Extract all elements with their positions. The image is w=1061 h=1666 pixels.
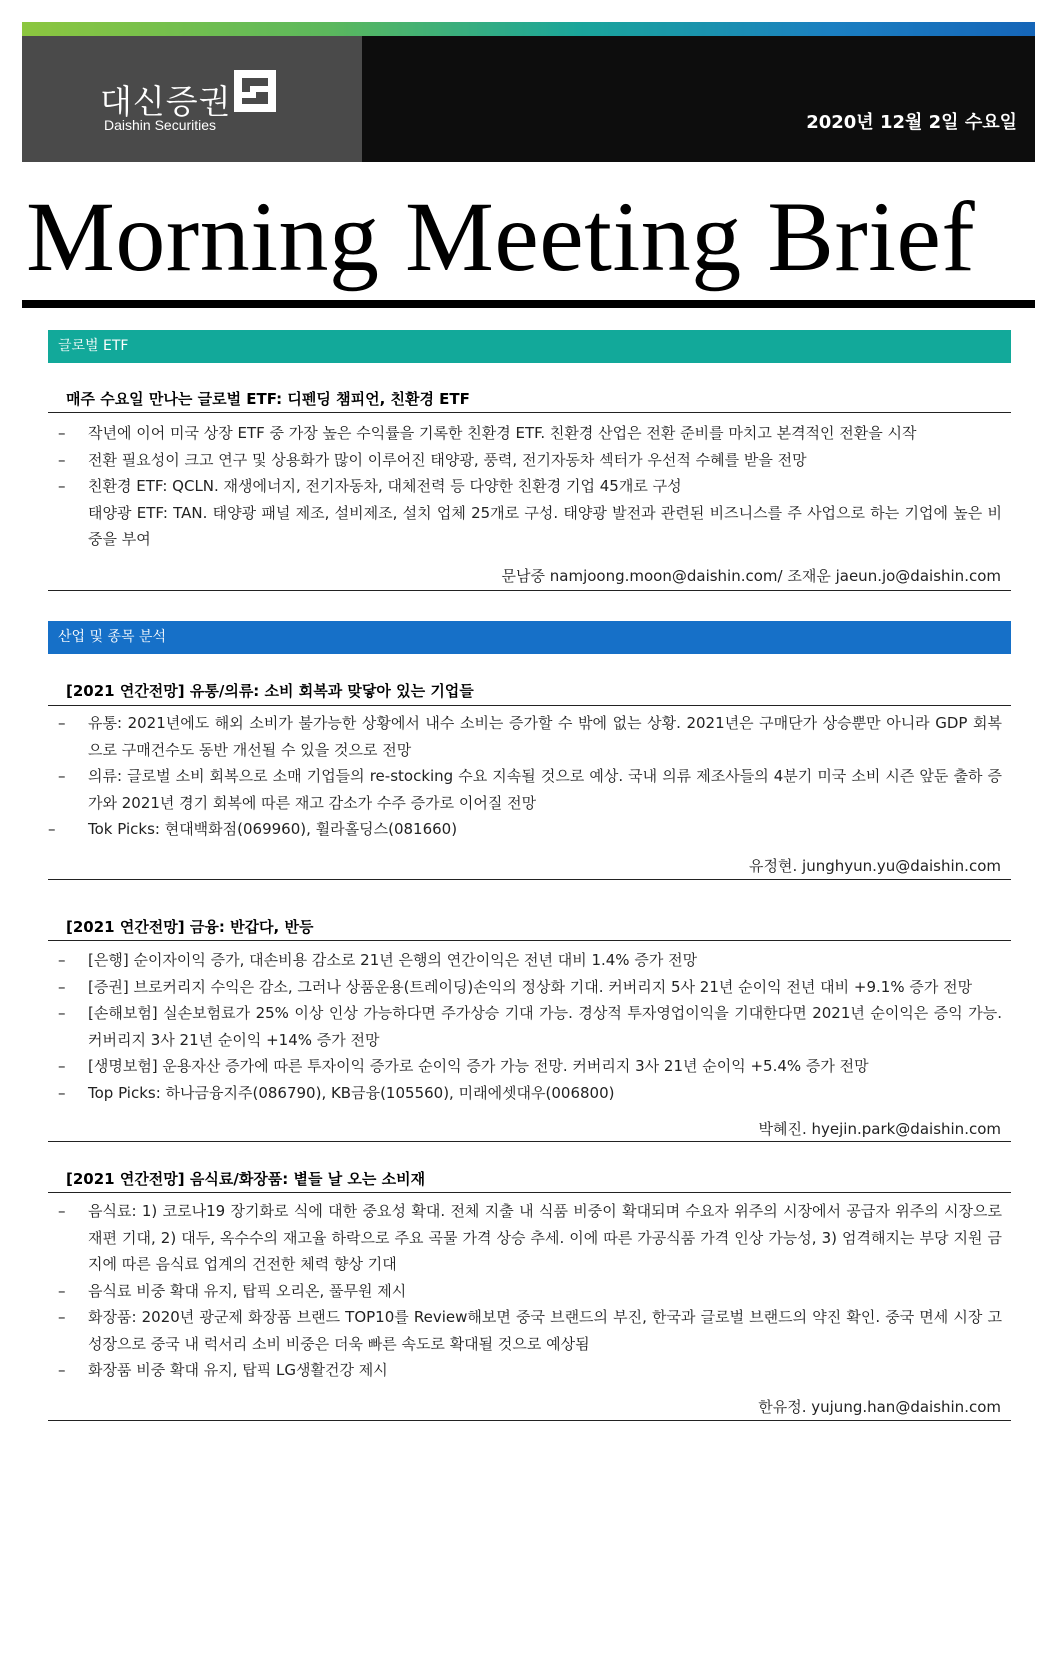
divider xyxy=(48,879,1011,880)
section-header-industry-analysis: 산업 및 종목 분석 xyxy=(48,621,1011,654)
list-item: – [은행] 순이자이익 증가, 대손비용 감소로 21년 은행의 연간이익은 전년 대비 1.4% 증가 전망 xyxy=(56,947,1002,974)
list-item: – [생명보험] 운용자산 증가에 따른 투자이익 증가로 순이익 증가 가능 전망. 커버리지 3사 21년 순이익 +5.4% 증가 전망 xyxy=(56,1053,1002,1080)
article-title: [2021 연간전망] 유통/의류: 소비 회복과 맞닿아 있는 기업들 xyxy=(66,682,474,700)
section-header-global-etf: 글로벌 ETF xyxy=(48,330,1011,363)
divider xyxy=(48,1420,1011,1421)
bullet-list xyxy=(56,420,1002,553)
article-title: [2021 연간전망] 금융: 반갑다, 반등 xyxy=(66,918,314,936)
header-dark-panel xyxy=(362,36,1035,162)
list-item: – 작년에 이어 미국 상장 ETF 중 가장 높은 수익률을 기록한 친환경 ETF. 친환경 산업은 전환 준비를 마치고 본격적인 전환을 시작 xyxy=(56,420,1002,447)
list-item: – 음식료 비중 확대 유지, 탑픽 오리온, 풀무원 제시 xyxy=(56,1278,1002,1305)
list-item: – Tok Picks: 현대백화점(069960), 휠라홀딩스(081660) xyxy=(56,816,1002,843)
author-contact: 유정현. junghyun.yu@daishin.com xyxy=(749,857,1001,875)
divider xyxy=(48,590,1011,591)
list-item: – 유통: 2021년에도 해외 소비가 불가능한 상황에서 내수 소비는 증가할 수 밖에 없는 상황. 2021년은 구매단가 상승뿐만 아니라 GDP 회복으로 구매건수도 동반 개선될 수 있을 것으로 전망 xyxy=(56,710,1002,763)
list-item: – 의류: 글로벌 소비 회복으로 소매 기업들의 re-stocking 수요 지속될 것으로 예상. 국내 의류 제조사들의 4분기 미국 소비 시즌 앞둔 출하 증가와 2021년 경기 회복에 따른 재고 감소가 수주 증가로 이어질 전망 xyxy=(56,763,1002,816)
article-title: 매주 수요일 만나는 글로벌 ETF: 디펜딩 챔피언, 친환경 ETF xyxy=(66,390,470,408)
list-item: – 화장품 비중 확대 유지, 탑픽 LG생활건강 제시 xyxy=(56,1357,1002,1384)
list-item: 태양광 ETF: TAN. 태양광 패널 제조, 설비제조, 설치 업체 25개로 구성. 태양광 발전과 관련된 비즈니스를 주 사업으로 하는 기업에 높은 비중을 부여 xyxy=(88,503,1002,548)
divider xyxy=(48,1192,1011,1193)
divider xyxy=(48,412,1011,413)
list-item: – [증권] 브로커리지 수익은 감소, 그러나 상품운용(트레이딩)손익의 정상화 기대. 커버리지 5사 21년 순이익 전년 대비 +9.1% 증가 전망 xyxy=(56,974,1002,1001)
bullet-list xyxy=(56,710,1002,843)
divider xyxy=(48,705,1011,706)
page-title: Morning Meeting Brief xyxy=(26,181,976,292)
title-underline xyxy=(22,300,1035,308)
article-title: [2021 연간전망] 음식료/화장품: 볕들 날 오는 소비재 xyxy=(66,1170,426,1188)
daishin-logo-icon xyxy=(234,70,276,112)
author-contact: 박혜진. hyejin.park@daishin.com xyxy=(758,1120,1001,1138)
bullet-list xyxy=(56,947,1002,1106)
list-item: – 음식료: 1) 코로나19 장기화로 식에 대한 중요성 확대. 전체 지출 내 식품 비중이 확대되며 수요자 위주의 시장에서 공급자 위주의 시장으로 재편 기대, 2) 대두, 옥수수의 재고율 하락으로 주요 곡물 가격 상승 추세. 이에 따른 가공식품 가격 인상 가능성, 3) 엄격해지는 부당 지원 금지에 따른 음식료 업계의 건전한 체력 향상 기대 xyxy=(56,1198,1002,1278)
header-gradient-bar xyxy=(22,22,1035,36)
report-date: 2020년 12월 2일 수요일 xyxy=(806,112,1017,133)
list-item: – 친환경 ETF: QCLN. 재생에너지, 전기자동차, 대체전력 등 다양한 친환경 기업 45개로 구성 xyxy=(56,473,1002,500)
author-contact: 문남중 namjoong.moon@daishin.com/ 조재운 jaeun.jo@daishin.com xyxy=(501,567,1001,585)
logo-english: Daishin Securities xyxy=(104,117,217,133)
bullet-list xyxy=(56,1198,1002,1384)
logo-korean: 대신증권 xyxy=(100,82,232,121)
list-item: – 전환 필요성이 크고 연구 및 상용화가 많이 이루어진 태양광, 풍력, 전기자동차 섹터가 우선적 수혜를 받을 전망 xyxy=(56,447,1002,474)
list-item: – [손해보험] 실손보험료가 25% 이상 인상 가능하다면 주가상승 기대 가능. 경상적 투자영업이익을 기대한다면 2021년 순이익은 증익 가능. 커버리지 3사 21년 순이익 +14% 증가 전망 xyxy=(56,1000,1002,1053)
divider xyxy=(48,1141,1011,1142)
list-item: – 화장품: 2020년 광군제 화장품 브랜드 TOP10를 Review해보면 중국 브랜드의 부진, 한국과 글로벌 브랜드의 약진 확인. 중국 면세 시장 고성장으로 중국 내 럭서리 소비 비중은 더욱 빠른 속도로 확대될 것으로 예상됨 xyxy=(56,1304,1002,1357)
list-item: – Top Picks: 하나금융지주(086790), KB금융(105560), 미래에셋대우(006800) xyxy=(56,1080,1002,1107)
author-contact: 한유정. yujung.han@daishin.com xyxy=(758,1398,1001,1416)
divider xyxy=(48,940,1011,941)
